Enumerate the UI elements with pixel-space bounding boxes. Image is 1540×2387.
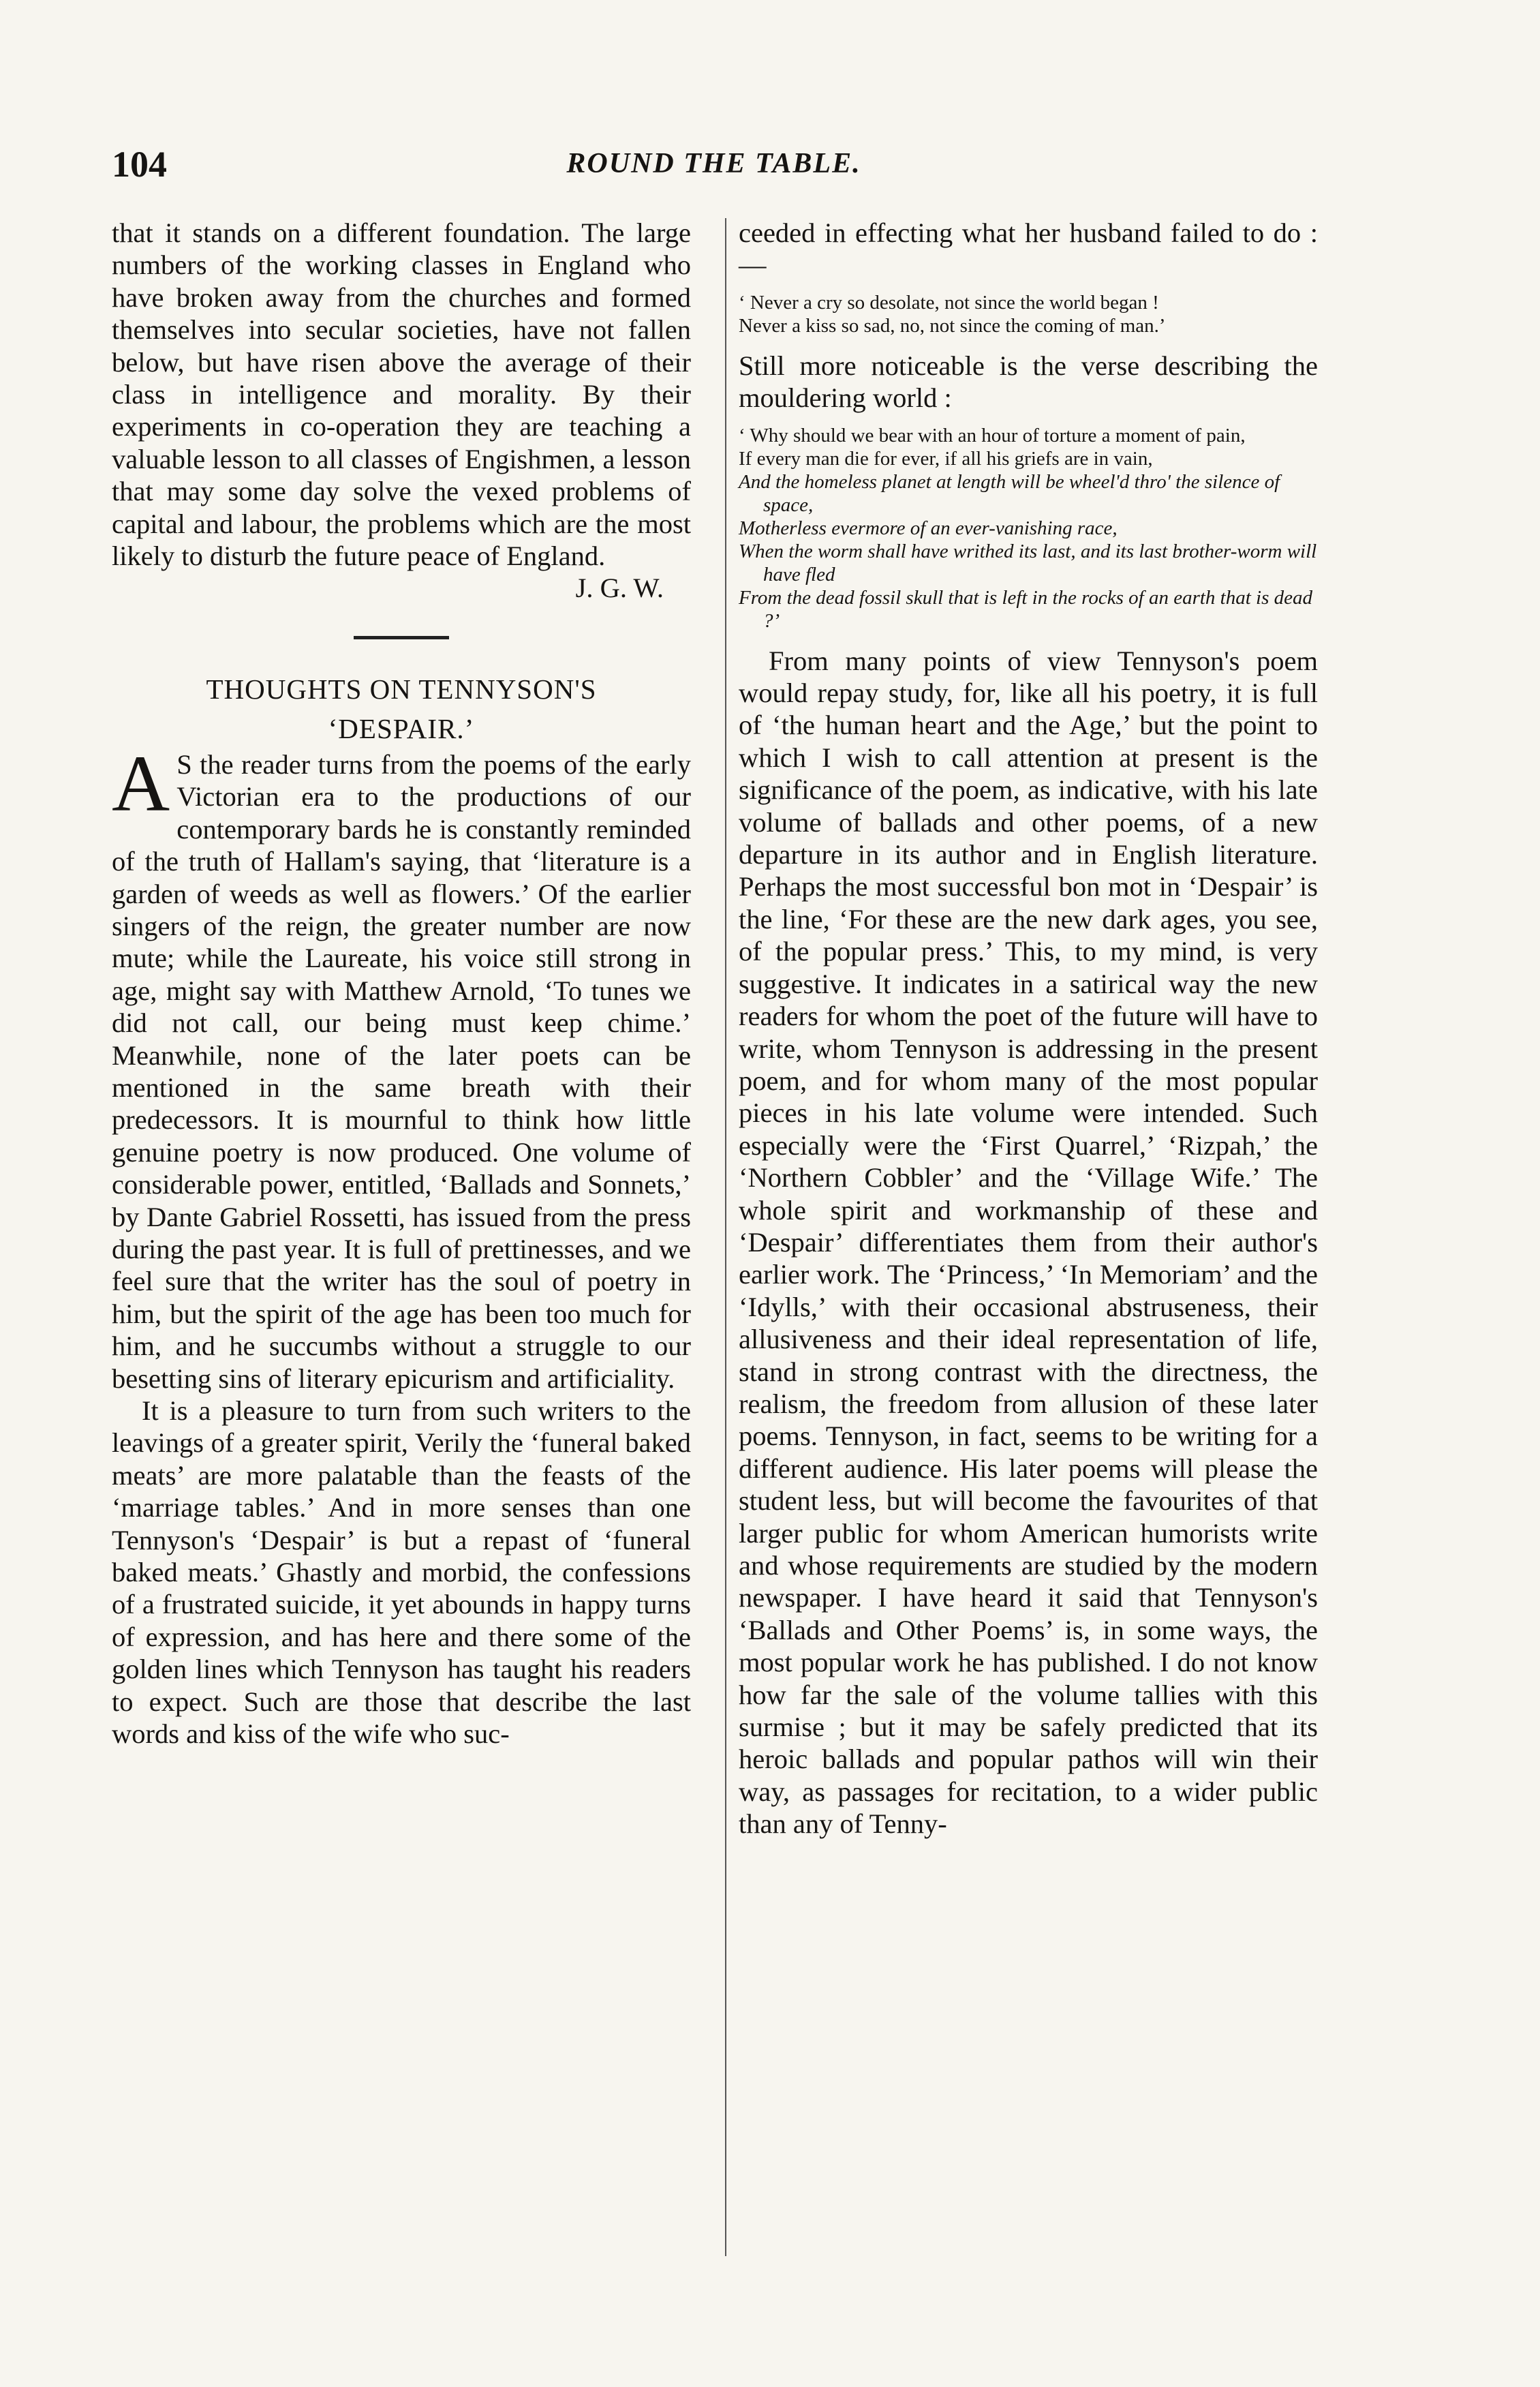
article-title-line: THOUGHTS ON TENNYSON'S xyxy=(206,673,597,705)
left-column xyxy=(112,217,691,1750)
right-column xyxy=(739,217,1318,1840)
author-signature: J. G. W. xyxy=(575,573,664,604)
article-title xyxy=(112,669,691,748)
verse-quote xyxy=(739,424,1318,633)
column-divider xyxy=(725,218,726,2256)
running-head: ROUND THE TABLE. xyxy=(566,148,861,179)
paragraph: From many points of view Tennyson's poem would repay study, for, like all his poetry, it is full of ‘the human heart and the Age,’ but the point to which I wish to call attention at present is the significance of the poem, as indicative, with his late volume of ballads and other poems, of a new departure in its author and in English literature. Perhaps the most successful bon mot in ‘Despair’ is the line, ‘For these are the new dark ages, you see, of the popular press.’ This, to my mind, is very suggestive. It indicates in a satirical way the new readers for whom the poet of the future will have to write, whom Tennyson is addressing in the present poem, and for whom many of the most popular pieces in his late volume were intended. Such especially were the ‘First Quarrel,’ ‘Rizpah,’ the ‘Northern Cobbler’ and the ‘Village Wife.’ The whole spirit and workmanship of these and ‘Despair’ differentiates them from their author's earlier work. The ‘Princess,’ ‘In Memoriam’ and the ‘Idylls,’ with their occasional abstruseness, their allusiveness and their ideal representation of life, stand in strong contrast with the directness, the realism, the freedom from allusion of these later poems. Tennyson, in fact, seems to be writing for a different audience. His later poems will please the student less, but will become the favourites of that larger public for whom American humorists write and whose requirements are studied by the modern newspaper. I have heard it said that Tennyson's ‘Ballads and Other Poems’ is, in some ways, the most popular work he has published. I do not know how far the sale of the volume tallies with this surmise ; but it may be safely predicted that its heroic ballads and popular pathos will win their way, as passages for recitation, to a wider public than any of Tenny- xyxy=(739,645,1318,1840)
verse-line: And the homeless planet at length will be wheel'd thro' the silence of space, xyxy=(739,470,1280,516)
verse-line: Motherless evermore of an ever-vanishing race, xyxy=(739,517,1118,539)
paragraph-text: S the reader turns from the poems of the early Victorian era to the productions of our contemporary bards he is constantly reminded of the truth of Hallam's saying, that ‘literature is a garden of weeds as well as flowers.’ Of the earlier singers of the reign, the greater number are now mute; while the Laureate, his voice still strong in age, might say with Matthew Arnold, ‘To tunes we did not call, our being must keep chime.’ Meanwhile, none of the later poets can be mentioned in the same breath with their predecessors. It is mournful to think how little genuine poetry is now produced. One volume of considerable power, entitled, ‘Ballads and Sonnets,’ by Dante Gabriel Rossetti, has issued from the press during the past year. It is full of prettinesses, and we feel sure that the writer has the soul of poetry in him, but the spirit of the age has been too much for him, and he succumbs without a struggle to our besetting sins of literary epicurism and artificiality. xyxy=(112,748,691,1394)
section-rule xyxy=(354,636,449,639)
verse-quote xyxy=(739,291,1318,337)
article-title-line: ‘DESPAIR.’ xyxy=(328,712,475,744)
paragraph: that it stands on a different foundation. The large numbers of the working classes in England who have broken away from the churches and formed themselves into secular societies, have not fallen below, but have risen above the average of their class in intelligence and morality. By their experiments in co-operation they are teaching a valuable lesson to all classes of Engishmen, a lesson that may some day solve the vexed problems of capital and labour, the problems which are the most likely to disturb the future peace of England. xyxy=(112,217,691,572)
verse-line: Never a kiss so sad, no, not since the coming of man.’ xyxy=(739,314,1166,337)
paragraph: ceeded in effecting what her husband failed to do :— xyxy=(739,217,1318,281)
drop-cap: A xyxy=(112,738,170,828)
opening-paragraph xyxy=(112,738,691,1395)
verse-line: From the dead fossil skull that is left in the rocks of an earth that is dead ?’ xyxy=(739,586,1313,632)
verse-line: ‘ Never a cry so desolate, not since the world began ! xyxy=(739,291,1159,314)
paragraph: It is a pleasure to turn from such writers to the leavings of a greater spirit, Verily the ‘funeral baked meats’ are more palatable than the feasts of the ‘marriage tables.’ And in more senses than one Tennyson's ‘Despair’ is but a repast of ‘funeral baked meats.’ Ghastly and morbid, the confessions of a frustrated suicide, it yet abounds in happy turns of expression, and has here and there some of the golden lines which Tennyson has taught his readers to expect. Such are those that describe the last words and kiss of the wife who suc- xyxy=(112,1395,691,1750)
paragraph: Still more noticeable is the verse describing the mouldering world : xyxy=(739,350,1318,414)
verse-line: When the worm shall have writhed its last, and its last brother-worm will have fled xyxy=(739,540,1317,586)
verse-line: If every man die for ever, if all his griefs are in vain, xyxy=(739,447,1153,470)
page-number: 104 xyxy=(112,144,167,185)
verse-line: ‘ Why should we bear with an hour of torture a moment of pain, xyxy=(739,424,1246,446)
page-header xyxy=(112,143,1316,191)
